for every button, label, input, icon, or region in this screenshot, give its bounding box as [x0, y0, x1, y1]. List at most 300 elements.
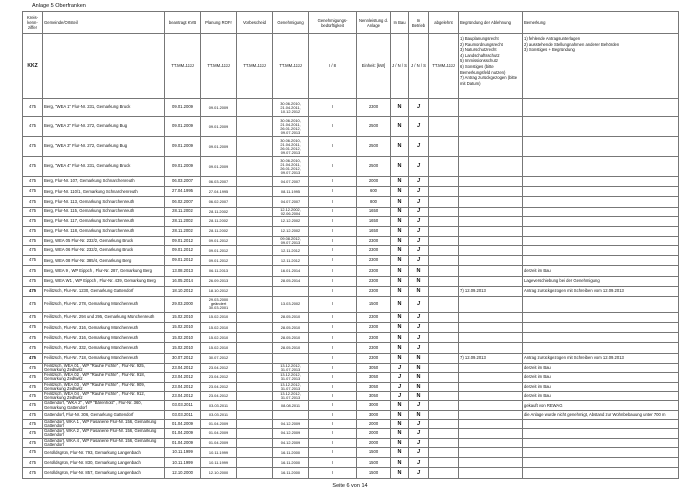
- cell-beantragt: 16.05.2014: [165, 276, 201, 286]
- cell-kkz: 475: [23, 468, 43, 478]
- cell-in-betrieb: J: [409, 177, 429, 187]
- cell-kkz: 475: [23, 438, 43, 447]
- cell-planung: 12.10.2000: [201, 468, 237, 478]
- cell-in-bau: N: [391, 187, 409, 197]
- table-row: [23, 373, 679, 382]
- unit-date-abgelehnt: TT.MM.JJJJ: [429, 34, 459, 99]
- cell-in-betrieb: J: [409, 99, 429, 117]
- cell-bemerkung: [523, 296, 679, 312]
- cell-in-betrieb: J: [409, 296, 429, 312]
- cell-gemeinde: Berg, WEA 06 Flur-Nr. 232/2, Gemarkung Bruck: [43, 245, 165, 255]
- unit-date-beantragt: TT.MM.JJJJ: [165, 34, 201, 99]
- cell-begruendung: [459, 216, 523, 226]
- table-row: [23, 286, 679, 296]
- cell-begruendung: [459, 382, 523, 391]
- cell-in-bau: N: [391, 286, 409, 296]
- cell-abgelehnt: [429, 296, 459, 312]
- cell-in-bau: N: [391, 157, 409, 177]
- cell-bemerkung: [523, 137, 679, 157]
- legend-item: 1) fehlende Antragsunterlagen: [524, 36, 581, 41]
- cell-begruendung: [459, 157, 523, 177]
- cell-bemerkung: derzeit im Bau: [523, 363, 679, 372]
- cell-in-bau: N: [391, 419, 409, 428]
- cell-in-bau: N: [391, 207, 409, 216]
- cell-genehmigungsbeduerftigkeit: I: [309, 256, 357, 266]
- cell-beantragt: 13.08.2013: [165, 266, 201, 276]
- cell-kkz: 475: [23, 207, 43, 216]
- cell-in-betrieb: N: [409, 286, 429, 296]
- cell-begruendung: [459, 458, 523, 468]
- cell-bemerkung: Antrag zurückgezogen mit Schreiben vom 12.09.2013: [523, 353, 679, 363]
- cell-in-betrieb: J: [409, 458, 429, 468]
- cell-in-betrieb: J: [409, 216, 429, 226]
- cell-kkz: 475: [23, 276, 43, 286]
- header-planung: Planung ROFr: [201, 12, 237, 34]
- cell-gemeinde: Feilitzsch, Flur-Nr. 316, Gemarkung Münchenreuth: [43, 333, 165, 343]
- cell-genehmigung: 13.12.2012, 31.07.2013: [273, 363, 309, 372]
- cell-in-betrieb: N: [409, 363, 429, 372]
- cell-genehmigungsbeduerftigkeit: I: [309, 117, 357, 137]
- cell-abgelehnt: [429, 382, 459, 391]
- cell-planung: 09.01.2009: [201, 99, 237, 117]
- document-caption: Anlage 5 Oberfranken: [32, 3, 86, 9]
- header-bemerkung: Bemerkung: [523, 12, 679, 34]
- cell-nennleistung: 2000: [357, 419, 391, 428]
- cell-bemerkung: [523, 197, 679, 207]
- cell-in-bau: N: [391, 177, 409, 187]
- cell-genehmigung: 13.12.2012, 31.07.2013: [273, 373, 309, 382]
- cell-in-bau: N: [391, 448, 409, 458]
- cell-genehmigungsbeduerftigkeit: I: [309, 419, 357, 428]
- cell-bemerkung: derzeit im Bau: [523, 373, 679, 382]
- cell-in-bau: J: [391, 363, 409, 372]
- cell-in-bau: N: [391, 276, 409, 286]
- cell-in-betrieb: J: [409, 419, 429, 428]
- cell-nennleistung: 2500: [357, 117, 391, 137]
- cell-abgelehnt: [429, 448, 459, 458]
- cell-bemerkung: [523, 226, 679, 236]
- cell-gemeinde: Feilitzsch, WEA 01 , WP "Rauhe Fichte" , Flur-Nr. 925, Gemarkung Zedtwitz: [43, 363, 165, 372]
- table-row: [23, 353, 679, 363]
- cell-abgelehnt: [429, 99, 459, 117]
- cell-nennleistung: 2300: [357, 286, 391, 296]
- cell-kkz: 475: [23, 296, 43, 312]
- cell-bemerkung: [523, 216, 679, 226]
- cell-planung: 18.10.2012: [201, 286, 237, 296]
- cell-abgelehnt: [429, 353, 459, 363]
- cell-vorbescheid: [237, 382, 273, 391]
- cell-in-bau: J: [391, 382, 409, 391]
- cell-gemeinde: Gattendorf, WKA 4 , WP Fasanerie Flur-Nr. 156, Gemarkung Gattendorf: [43, 438, 165, 447]
- cell-bemerkung: [523, 323, 679, 333]
- cell-beantragt: 23.04.2012: [165, 382, 201, 391]
- cell-bemerkung: [523, 236, 679, 245]
- cell-begruendung: [459, 236, 523, 245]
- cell-genehmigungsbeduerftigkeit: I: [309, 157, 357, 177]
- cell-vorbescheid: [237, 363, 273, 372]
- cell-genehmigungsbeduerftigkeit: I: [309, 448, 357, 458]
- cell-beantragt: 06.02.2007: [165, 197, 201, 207]
- cell-genehmigung: [273, 353, 309, 363]
- cell-vorbescheid: [237, 157, 273, 177]
- cell-planung: 15.02.2010: [201, 312, 237, 322]
- cell-bemerkung: [523, 187, 679, 197]
- cell-in-bau: N: [391, 226, 409, 236]
- cell-in-bau: N: [391, 438, 409, 447]
- cell-genehmigung: 16.01.2014: [273, 266, 309, 276]
- cell-kkz: 475: [23, 401, 43, 410]
- cell-vorbescheid: [237, 197, 273, 207]
- cell-kkz: 475: [23, 353, 43, 363]
- legend-item: 2) Raumordnungsrecht: [460, 41, 503, 47]
- table-row: [23, 382, 679, 391]
- cell-abgelehnt: [429, 363, 459, 372]
- cell-planung: 27.04.1995: [201, 187, 237, 197]
- cell-gemeinde: Feilitzsch, Flur-Nr. 332, Gemarkung Münchenreuth: [43, 343, 165, 353]
- cell-gemeinde: Berg, Flur-Nr. 117, Gemarkung Schnarchenreuth: [43, 216, 165, 226]
- cell-bemerkung: derzeit im Bau: [523, 266, 679, 276]
- cell-nennleistung: 2000: [357, 429, 391, 438]
- cell-nennleistung: 2300: [357, 236, 391, 245]
- cell-genehmigungsbeduerftigkeit: I: [309, 137, 357, 157]
- cell-vorbescheid: [237, 323, 273, 333]
- cell-beantragt: 28.11.2002: [165, 216, 201, 226]
- cell-abgelehnt: [429, 197, 459, 207]
- table-row: [23, 197, 679, 207]
- cell-beantragt: 15.02.2010: [165, 312, 201, 322]
- cell-nennleistung: 600: [357, 187, 391, 197]
- cell-begruendung: [459, 401, 523, 410]
- cell-vorbescheid: [237, 410, 273, 419]
- cell-beantragt: 15.02.2010: [165, 343, 201, 353]
- cell-genehmigungsbeduerftigkeit: I: [309, 197, 357, 207]
- cell-bemerkung: gekauft von REWAG: [523, 401, 679, 410]
- cell-nennleistung: 3050: [357, 373, 391, 382]
- cell-genehmigung: 28.05.2010: [273, 333, 309, 343]
- cell-genehmigungsbeduerftigkeit: I: [309, 373, 357, 382]
- cell-in-betrieb: J: [409, 438, 429, 447]
- table-row: [23, 296, 679, 312]
- cell-nennleistung: 2300: [357, 343, 391, 353]
- cell-abgelehnt: [429, 438, 459, 447]
- header-genehmigung: Genehmigung: [273, 12, 309, 34]
- cell-bemerkung: [523, 245, 679, 255]
- cell-kkz: 475: [23, 312, 43, 322]
- cell-bemerkung: derzeit im Bau: [523, 382, 679, 391]
- cell-begruendung: [459, 312, 523, 322]
- table-row: [23, 448, 679, 458]
- cell-bemerkung: [523, 312, 679, 322]
- cell-in-betrieb: N: [409, 392, 429, 401]
- cell-vorbescheid: [237, 236, 273, 245]
- cell-planung: 28.11.2002: [201, 226, 237, 236]
- cell-beantragt: 01.04.2009: [165, 419, 201, 428]
- cell-begruendung: [459, 323, 523, 333]
- table-row: [23, 458, 679, 468]
- begruendung-legend: [459, 34, 523, 99]
- cell-nennleistung: 2300: [357, 323, 391, 333]
- cell-nennleistung: 2000: [357, 438, 391, 447]
- cell-in-bau: N: [391, 458, 409, 468]
- cell-abgelehnt: [429, 216, 459, 226]
- cell-in-betrieb: J: [409, 245, 429, 255]
- table-row: [23, 333, 679, 343]
- header-nennleistung: Nennleistung d. Anlage: [357, 12, 391, 34]
- cell-genehmigung: 13.03.2002: [273, 296, 309, 312]
- cell-in-betrieb: N: [409, 266, 429, 276]
- cell-gemeinde: Berg, WEA 08 Flur-Nr. 385/4, Gemarkung Berg: [43, 256, 165, 266]
- cell-gemeinde: Berg, Flur-Nr. 118, Gemarkung Schnarchenreuth: [43, 226, 165, 236]
- cell-genehmigungsbeduerftigkeit: I: [309, 245, 357, 255]
- unit-jns-bau: J / N / S: [391, 34, 409, 99]
- cell-nennleistung: 2300: [357, 333, 391, 343]
- cell-planung: 09.01.2009: [201, 157, 237, 177]
- cell-in-bau: N: [391, 468, 409, 478]
- cell-begruendung: [459, 137, 523, 157]
- cell-kkz: 475: [23, 373, 43, 382]
- cell-abgelehnt: [429, 429, 459, 438]
- cell-begruendung: [459, 256, 523, 266]
- cell-nennleistung: 3000: [357, 401, 391, 410]
- cell-genehmigung: 04.12.2009: [273, 419, 309, 428]
- cell-beantragt: 03.03.2011: [165, 401, 201, 410]
- cell-begruendung: 7) 12.09.2013: [459, 286, 523, 296]
- cell-planung: 30.07.2012: [201, 353, 237, 363]
- cell-in-bau: N: [391, 256, 409, 266]
- cell-genehmigungsbeduerftigkeit: I: [309, 296, 357, 312]
- cell-in-betrieb: J: [409, 448, 429, 458]
- cell-planung: 01.04.2009: [201, 419, 237, 428]
- table-row: [23, 312, 679, 322]
- cell-genehmigung: 08.11.1995: [273, 187, 309, 197]
- legend-item: 6) Sonstiges (bitte Bemerkungsfeld nutzen): [460, 63, 506, 75]
- cell-nennleistung: 1650: [357, 207, 391, 216]
- unit-date-vorbescheid: TT.MM.JJJJ: [237, 34, 273, 99]
- cell-beantragt: 23.04.2012: [165, 373, 201, 382]
- table-row: [23, 392, 679, 401]
- cell-begruendung: [459, 117, 523, 137]
- cell-gemeinde: Gattendorf, WKA 2 , WP Fasanerie Flur-Nr. 156, Gemarkung Gattendorf: [43, 429, 165, 438]
- cell-abgelehnt: [429, 312, 459, 322]
- cell-beantragt: 09.01.2009: [165, 99, 201, 117]
- table-row: [23, 401, 679, 410]
- cell-in-betrieb: J: [409, 429, 429, 438]
- cell-kkz: 475: [23, 382, 43, 391]
- cell-genehmigungsbeduerftigkeit: I: [309, 333, 357, 343]
- cell-beantragt: 18.10.2012: [165, 286, 201, 296]
- cell-kkz: 475: [23, 448, 43, 458]
- header-gemeinde: Gemeinde/Ortsteil: [43, 12, 165, 34]
- table-row: [23, 276, 679, 286]
- cell-beantragt: 01.04.2009: [165, 429, 201, 438]
- cell-in-betrieb: J: [409, 401, 429, 410]
- unit-kkz: KKZ: [23, 34, 43, 99]
- cell-genehmigungsbeduerftigkeit: I: [309, 312, 357, 322]
- cell-gemeinde: Berg, "WEA 2" Flur-Nr. 272, Gemarkung Bug: [43, 117, 165, 137]
- cell-vorbescheid: [237, 245, 273, 255]
- cell-gemeinde: Feilitzsch, WEA 02 , WP "Rauhe Fichte" , Flur-Nr. 918, Gemarkung Zedtwitz: [43, 373, 165, 382]
- cell-nennleistung: 3050: [357, 363, 391, 372]
- cell-genehmigung: 28.05.2010: [273, 343, 309, 353]
- cell-kkz: 475: [23, 333, 43, 343]
- cell-in-bau: N: [391, 343, 409, 353]
- cell-vorbescheid: [237, 286, 273, 296]
- cell-bemerkung: [523, 343, 679, 353]
- cell-bemerkung: [523, 419, 679, 428]
- page-footer: Seite 6 von 14: [332, 483, 368, 489]
- cell-kkz: 475: [23, 117, 43, 137]
- cell-gemeinde: Feilitzsch, Flur-Nr. 1230, Gemarkung Gattendorf: [43, 286, 165, 296]
- cell-in-betrieb: J: [409, 343, 429, 353]
- cell-planung: 23.04.2012: [201, 373, 237, 382]
- cell-planung: 29.03.2000 geändert 30.03.2001: [201, 296, 237, 312]
- cell-kkz: 475: [23, 177, 43, 187]
- cell-begruendung: 7) 12.09.2013: [459, 353, 523, 363]
- table-row: [23, 363, 679, 372]
- cell-genehmigung: 04.12.2009: [273, 429, 309, 438]
- cell-in-bau: N: [391, 401, 409, 410]
- cell-beantragt: 09.01.2009: [165, 157, 201, 177]
- cell-in-betrieb: J: [409, 117, 429, 137]
- cell-kkz: 475: [23, 216, 43, 226]
- unit-date-genehmigung: TT.MM.JJJJ: [273, 34, 309, 99]
- cell-gemeinde: Feilitzsch, WEA 03 , WP "Rauhe Fichte" , Flur-Nr. 909, Gemarkung Zedtwitz: [43, 382, 165, 391]
- cell-genehmigung: 28.05.2010: [273, 323, 309, 333]
- cell-kkz: 475: [23, 419, 43, 428]
- cell-beantragt: 29.03.2000: [165, 296, 201, 312]
- cell-gemeinde: Feilitzsch, Flur-Nr. 294 und 295, Gemarkung Münchenreuth: [43, 312, 165, 322]
- cell-abgelehnt: [429, 207, 459, 216]
- cell-abgelehnt: [429, 117, 459, 137]
- cell-begruendung: [459, 429, 523, 438]
- cell-nennleistung: 2500: [357, 137, 391, 157]
- cell-beantragt: 03.03.2011: [165, 410, 201, 419]
- cell-planung: 09.01.2012: [201, 236, 237, 245]
- cell-bemerkung: die Anlage wurde nicht genehmigt, Abstand zur Wohnbebauung unter 700 m: [523, 410, 679, 419]
- cell-planung: 09.01.2012: [201, 256, 237, 266]
- cell-genehmigungsbeduerftigkeit: I: [309, 323, 357, 333]
- cell-vorbescheid: [237, 333, 273, 343]
- cell-nennleistung: 2300: [357, 276, 391, 286]
- cell-beantragt: 23.04.2012: [165, 363, 201, 372]
- cell-vorbescheid: [237, 266, 273, 276]
- cell-in-betrieb: J: [409, 468, 429, 478]
- table-row: [23, 207, 679, 216]
- cell-nennleistung: 3000: [357, 410, 391, 419]
- cell-beantragt: 28.11.2002: [165, 207, 201, 216]
- cell-begruendung: [459, 187, 523, 197]
- cell-in-betrieb: J: [409, 236, 429, 245]
- cell-abgelehnt: [429, 410, 459, 419]
- cell-bemerkung: [523, 256, 679, 266]
- header-abgelehnt: abgelehnt: [429, 12, 459, 34]
- cell-abgelehnt: [429, 187, 459, 197]
- cell-begruendung: [459, 448, 523, 458]
- cell-genehmigungsbeduerftigkeit: I: [309, 401, 357, 410]
- table-row: [23, 187, 679, 197]
- cell-planung: 03.03.2011: [201, 410, 237, 419]
- cell-genehmigung: 28.05.2014: [273, 276, 309, 286]
- cell-planung: 06.02.2007: [201, 197, 237, 207]
- unit-jns-betrieb: J / N / S: [409, 34, 429, 99]
- cell-genehmigungsbeduerftigkeit: I: [309, 392, 357, 401]
- cell-vorbescheid: [237, 226, 273, 236]
- cell-genehmigung: 30.06.2010, 21.04.2011, 26.01.2012, 09.07.2013: [273, 117, 309, 137]
- cell-genehmigungsbeduerftigkeit: I: [309, 177, 357, 187]
- cell-genehmigungsbeduerftigkeit: I: [309, 226, 357, 236]
- cell-nennleistung: 1500: [357, 448, 391, 458]
- cell-beantragt: 30.07.2012: [165, 353, 201, 363]
- cell-kkz: 475: [23, 99, 43, 117]
- cell-beantragt: 23.04.2012: [165, 392, 201, 401]
- cell-gemeinde: Berg, Flur-Nr. 110/1, Gemarkung Schnarchenreuth: [43, 187, 165, 197]
- table-row: [23, 226, 679, 236]
- cell-gemeinde: Berg, "WEA 1" Flur-Nr. 231, Gemarkung Bruck: [43, 99, 165, 117]
- cell-begruendung: [459, 410, 523, 419]
- table-row: [23, 468, 679, 478]
- cell-bemerkung: Antrag zurückgezogen mit Schreiben vom 12.09.2013: [523, 286, 679, 296]
- cell-beantragt: 12.10.2000: [165, 468, 201, 478]
- cell-vorbescheid: [237, 419, 273, 428]
- cell-genehmigung: 12.11.2012: [273, 245, 309, 255]
- cell-planung: 09.01.2009: [201, 117, 237, 137]
- cell-nennleistung: 800: [357, 197, 391, 207]
- cell-gemeinde: Berg, WEA W1 , WP Eippch , Flur-Nr. 439, Gemarkung Berg: [43, 276, 165, 286]
- cell-kkz: 475: [23, 137, 43, 157]
- cell-nennleistung: 2300: [357, 245, 391, 255]
- cell-genehmigungsbeduerftigkeit: I: [309, 458, 357, 468]
- cell-genehmigungsbeduerftigkeit: I: [309, 276, 357, 286]
- cell-vorbescheid: [237, 296, 273, 312]
- cell-genehmigung: 12.12.2002: [273, 216, 309, 226]
- table-row: [23, 245, 679, 255]
- cell-in-betrieb: J: [409, 137, 429, 157]
- cell-nennleistung: 2300: [357, 99, 391, 117]
- cell-genehmigung: 04.07.2007: [273, 177, 309, 187]
- table-row: [23, 216, 679, 226]
- cell-nennleistung: 2300: [357, 256, 391, 266]
- cell-begruendung: [459, 468, 523, 478]
- cell-nennleistung: 1650: [357, 226, 391, 236]
- cell-planung: 10.11.1999: [201, 458, 237, 468]
- legend-item: 3) Naturschutzrecht: [460, 47, 497, 53]
- cell-genehmigungsbeduerftigkeit: I: [309, 410, 357, 419]
- cell-nennleistung: 3050: [357, 382, 391, 391]
- cell-genehmigung: 16.11.2000: [273, 468, 309, 478]
- cell-beantragt: 28.11.2002: [165, 226, 201, 236]
- cell-beantragt: 09.01.2009: [165, 137, 201, 157]
- cell-in-bau: N: [391, 117, 409, 137]
- cell-in-bau: N: [391, 236, 409, 245]
- cell-in-betrieb: J: [409, 333, 429, 343]
- cell-in-bau: N: [391, 410, 409, 419]
- cell-nennleistung: 1500: [357, 296, 391, 312]
- cell-bemerkung: [523, 177, 679, 187]
- cell-genehmigung: 30.06.2010, 21.04.2011, 10.12.2012: [273, 99, 309, 117]
- table-row: [23, 117, 679, 137]
- table-row: [23, 266, 679, 276]
- table-row: [23, 429, 679, 438]
- cell-planung: 01.04.2009: [201, 438, 237, 447]
- cell-planung: 01.04.2009: [201, 429, 237, 438]
- cell-gemeinde: Feilitzsch, Flur-Nr. 718, Gemarkung Münchenreuth: [43, 353, 165, 363]
- unit-genehmigungsbeduerftigkeit: I / 8: [309, 34, 357, 99]
- cell-abgelehnt: [429, 276, 459, 286]
- cell-in-betrieb: N: [409, 276, 429, 286]
- cell-vorbescheid: [237, 392, 273, 401]
- cell-kkz: 475: [23, 266, 43, 276]
- cell-kkz: 475: [23, 323, 43, 333]
